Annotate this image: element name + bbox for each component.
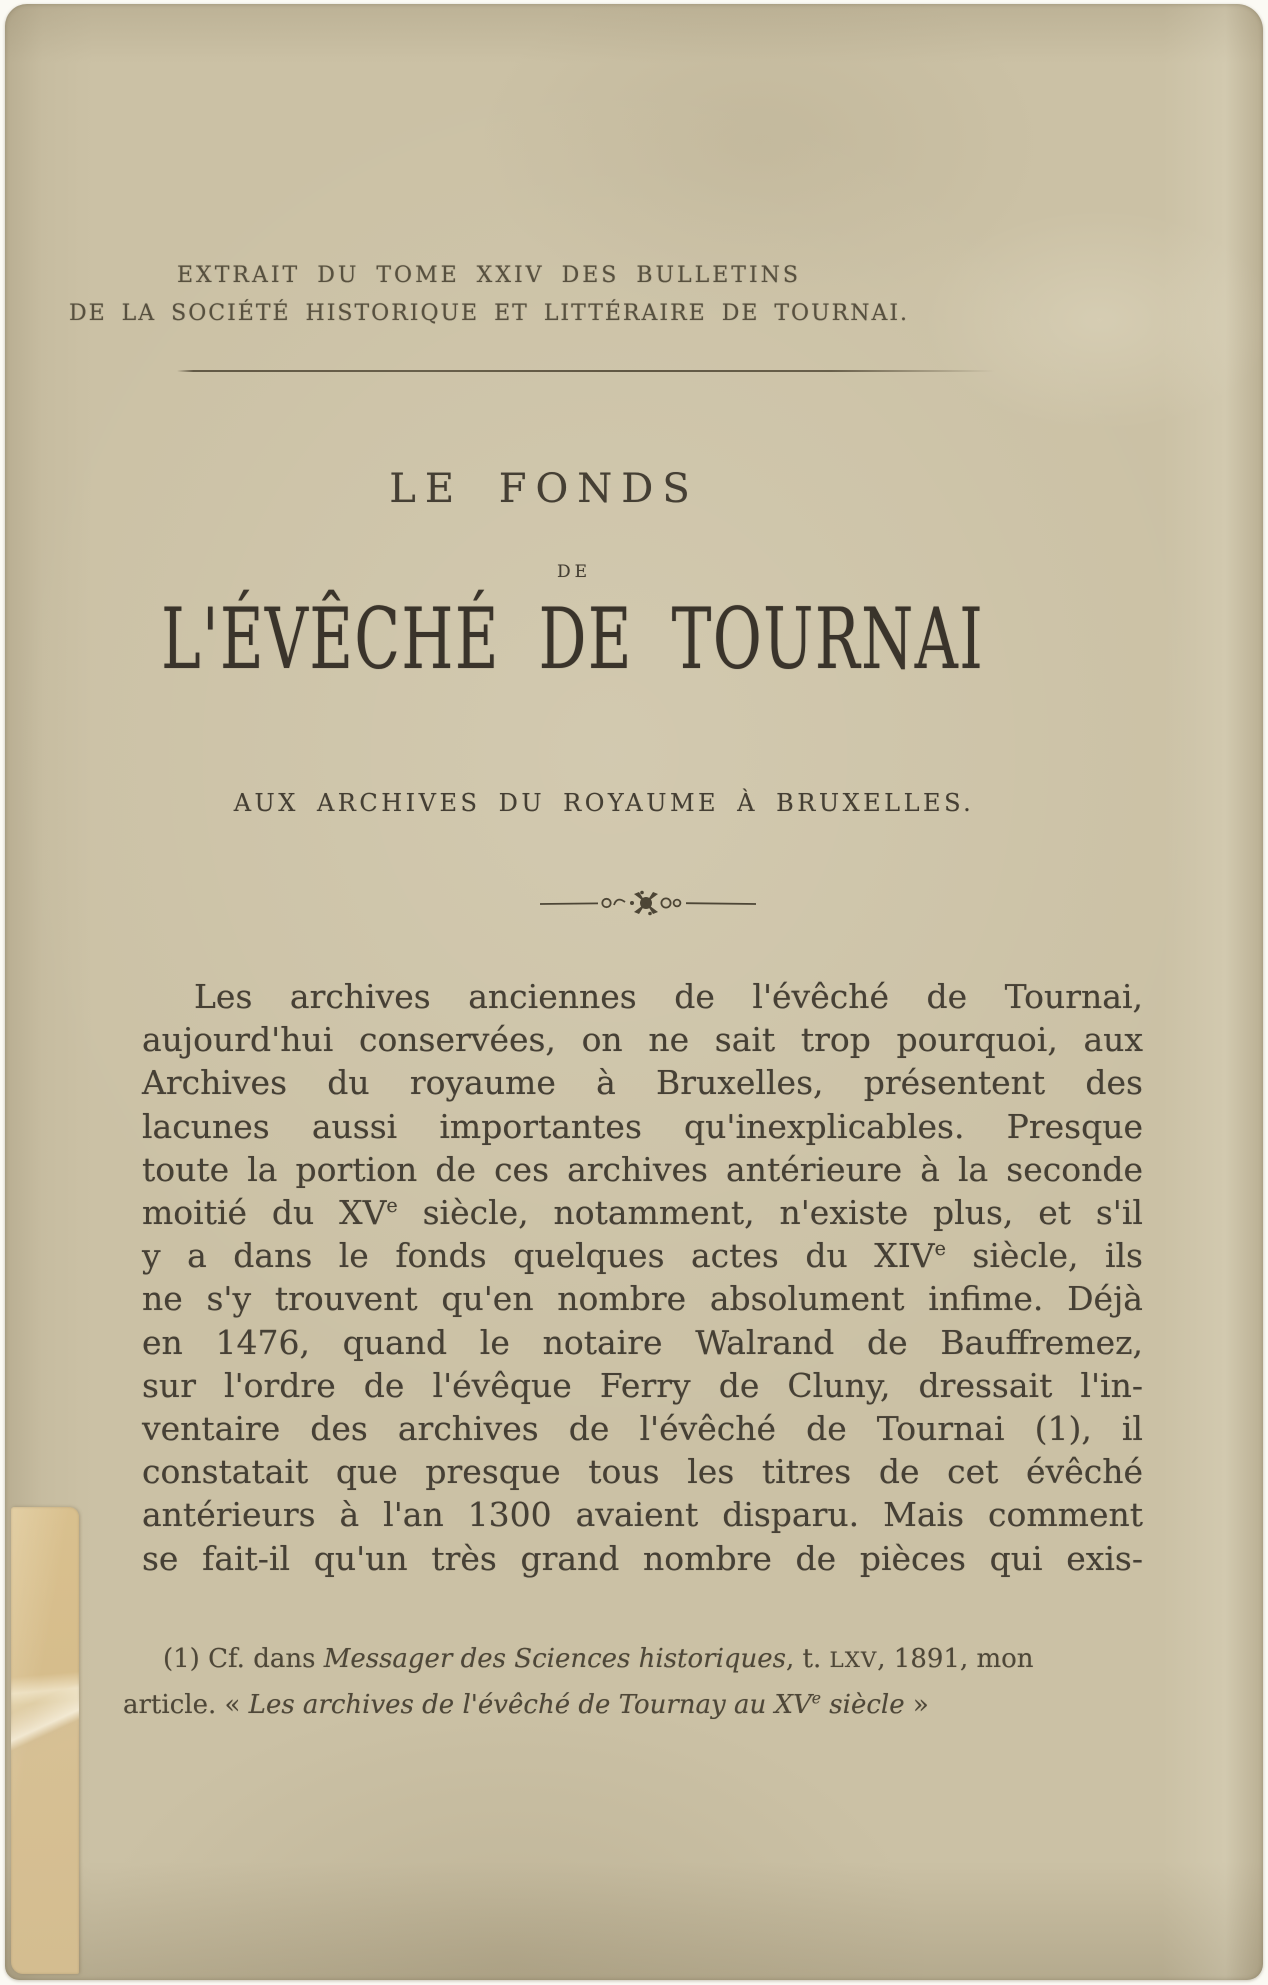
series-title: LE FONDS: [389, 466, 699, 512]
body-line: Les archives anciennes de l'évêché de Tournai,: [194, 977, 1143, 1016]
tape-repair-patch: [11, 1507, 79, 1974]
body-line: moitié du XVe siècle, notamment, n'existe plus, et s'il: [142, 1193, 1143, 1233]
series-connector: DE: [556, 562, 592, 582]
footnote-line-2: article. « Les archives de l'évêché de Tournay au XVe siècle »: [123, 1689, 929, 1720]
body-line: ne s'y trouvent qu'en nombre absolument infime. Déjà: [142, 1279, 1143, 1319]
body-line: Archives du royaume à Bruxelles, présentent des: [142, 1063, 1143, 1103]
scanned-page: [5, 4, 1263, 1980]
body-line: en 1476, quand le notaire Walrand de Bauffremez,: [142, 1322, 1143, 1362]
body-line: ventaire des archives de l'évêché de Tournai (1), il: [142, 1409, 1143, 1449]
body-line: toute la portion de ces archives antérieure à la seconde: [142, 1149, 1143, 1189]
tape-fold: [11, 1684, 79, 1771]
body-line: constatait que presque tous les titres de cet évêché: [142, 1452, 1143, 1492]
body-line: se fait-il qu'un très grand nombre de pièces qui exis-: [142, 1538, 1143, 1578]
body-line: y a dans le fonds quelques actes du XIVe siècle, ils: [142, 1236, 1143, 1276]
horizontal-rule: [177, 370, 995, 372]
footnote: [123, 1637, 1063, 1728]
body-line: sur l'ordre de l'évêque Ferry de Cluny, dressait l'in-: [142, 1365, 1143, 1405]
subtitle: AUX ARCHIVES DU ROYAUME À BRUXELLES.: [233, 789, 975, 817]
main-title: [0, 589, 1202, 690]
imprint-line-1: EXTRAIT DU TOME XXIV DES BULLETINS: [177, 263, 801, 288]
main-title-text: L'ÉVÊCHÉ DE TOURNAI: [161, 590, 985, 688]
body-line: aujourd'hui conservées, on ne sait trop pourquoi, aux: [142, 1020, 1143, 1060]
body-paragraph: [142, 975, 1143, 1580]
imprint-line-2: DE LA SOCIÉTÉ HISTORIQUE ET LITTÉRAIRE DE TOURNAI.: [68, 301, 910, 326]
fleuron-divider-icon: [538, 888, 758, 918]
body-line: lacunes aussi importantes qu'inexplicables. Presque: [142, 1106, 1143, 1146]
fleuron-divider: [19, 888, 1268, 922]
body-line: antérieurs à l'an 1300 avaient disparu. Mais comment: [142, 1495, 1143, 1535]
footnote-line-1: (1) Cf. dans Messager des Sciences historiques, t. LXV, 1891, mon: [163, 1644, 1034, 1674]
